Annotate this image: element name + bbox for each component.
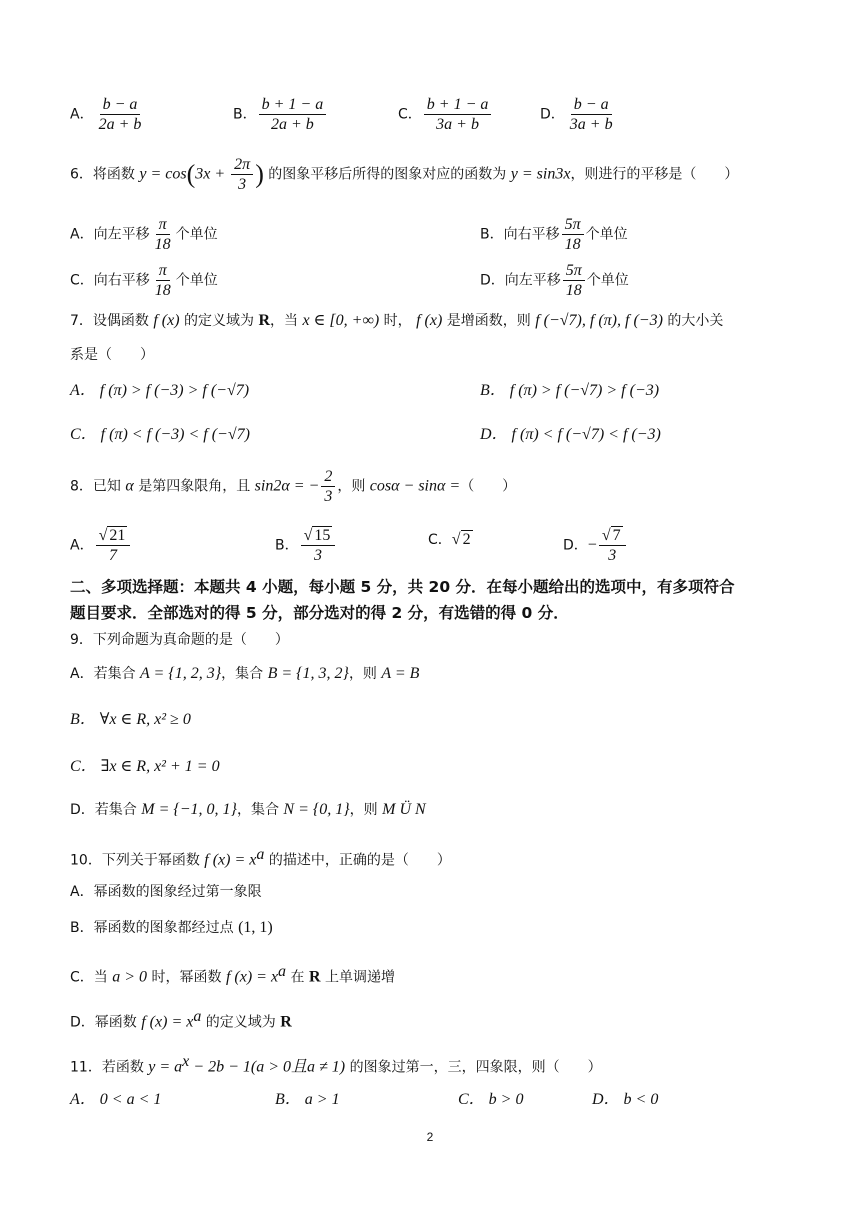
q9-option-b: B． ∀x ∈ R, x² ≥ 0 <box>70 711 191 728</box>
q11-option-a: A． 0 < a < 1 <box>70 1091 162 1108</box>
option-label: A． <box>70 106 94 123</box>
fraction: $\frac{5\pi}{18}$ <box>563 262 585 299</box>
q8-option-c: C．√ 2 <box>428 531 471 548</box>
q11-stem: 11．若函数 $y = a^x - 2b - 1(a > 0$且a ≠ 1) 的图象过第一，三，四象限，则（ ） <box>70 1053 602 1076</box>
fraction: $\frac{b + 1 - a}{3a + b}$ <box>424 96 492 133</box>
fraction: $\frac{2}{3}$ <box>321 468 335 505</box>
q8-option-b: B． $\frac{√ 15}{3}$ <box>275 527 337 564</box>
q11-option-c: C． b > 0 <box>458 1091 524 1108</box>
q5-option-a <box>70 96 146 133</box>
q7-option-c: C． f (π) < f (−3) < f (−√7) <box>70 426 250 443</box>
q10-option-c: C．当 a > 0 时，幂函数 f $(x) = x^a$ 在 R 上单调递增 <box>70 963 395 986</box>
q10-stem: 10．下列关于幂函数 f $(x) = x^a$ 的描述中，正确的是（ ） <box>70 846 451 869</box>
fraction: $\frac{√ 21}{7}$ <box>96 527 131 564</box>
q10-option-b: B．幂函数的图象都经过点 (1, 1) <box>70 919 273 936</box>
q5-option-b <box>233 96 328 133</box>
fraction: $\frac{b + 1 - a}{2a + b}$ <box>259 96 327 133</box>
fraction: $\frac{b - a}{3a + b}$ <box>569 96 613 133</box>
fraction: $\frac{\pi}{18}$ <box>154 216 171 253</box>
fraction: $\frac{√ 7}{3}$ <box>599 527 626 564</box>
q8-stem: 8．已知 α 是第四象限角，且 sin2α = − $\frac{2}{3}$ ，则 cosα − sinα =（ ） <box>70 468 517 505</box>
option-label: D． <box>540 106 565 123</box>
q7-stem-line1: 7．设偶函数 f (x) 的定义域为 R，当 x ∈ [0, +∞) 时， f (x) 是增函数，则 f (−√7), f (π), f (−3) 的大小关 <box>70 312 724 329</box>
q7-option-b: B． f (π) > f (−√7) > f (−3) <box>480 382 660 399</box>
section-heading-line2: 题目要求．全部选对的得 5 分，部分选对的得 2 分，有选错的得 0 分． <box>70 604 569 622</box>
q7-option-a: A． f (π) > f (−3) > f (−√7) <box>70 382 250 399</box>
q6-stem: 6．将函数 y = cos(3x + $\frac{2\pi}{3}$ ) 的图象平移后所得的图象对应的函数为 y = sin3x，则进行的平移是（ ） <box>70 156 739 193</box>
q6-option-d: D．向左平移 $\frac{5\pi}{18}$ 个单位 <box>480 262 629 299</box>
q9-option-a: A．若集合 A = {1, 2, 3}，集合 B = {1, 3, 2}，则 A = B <box>70 665 420 682</box>
fraction: $\frac{b - a}{2a + b}$ <box>98 96 142 133</box>
page-number: 2 <box>426 1130 434 1144</box>
q5-option-c <box>398 96 493 133</box>
q7-stem-line2: 系是（ ） <box>70 347 154 363</box>
q6-option-c: C．向右平移 $\frac{\pi}{18}$ 个单位 <box>70 262 218 299</box>
q9-option-c: C． ∃x ∈ R, x² + 1 = 0 <box>70 758 220 775</box>
fraction: $\frac{\pi}{18}$ <box>154 262 171 299</box>
fraction: $\frac{5\pi}{18}$ <box>562 216 584 253</box>
q11-option-b: B． a > 1 <box>275 1091 340 1108</box>
q9-option-d: D．若集合 M = {−1, 0, 1}，集合 N = {0, 1}，则 M Ü N <box>70 801 426 818</box>
fraction: $\frac{2\pi}{3}$ <box>231 156 253 193</box>
q10-option-d: D．幂函数 f $(x) = x^a$ 的定义域为 R <box>70 1008 292 1031</box>
q8-option-a: A． $\frac{√ 21}{7}$ <box>70 527 132 564</box>
option-label: C． <box>398 106 422 123</box>
section-heading-line1: 二、多项选择题：本题共 4 小题，每小题 5 分，共 20 分．在每小题给出的选项中，有多项符合 <box>70 578 735 596</box>
fraction: $\frac{√ 15}{3}$ <box>301 527 336 564</box>
q6-option-b: B．向右平移 $\frac{5\pi}{18}$ 个单位 <box>480 216 628 253</box>
option-label: B． <box>233 106 257 123</box>
q11-option-d: D． b < 0 <box>592 1091 659 1108</box>
q8-option-d: D．− $\frac{√ 7}{3}$ <box>563 527 628 564</box>
q6-option-a: A．向左平移 $\frac{\pi}{18}$ 个单位 <box>70 216 218 253</box>
q7-option-d: D． f (π) < f (−√7) < f (−3) <box>480 426 661 443</box>
q10-option-a: A．幂函数的图象经过第一象限 <box>70 884 262 900</box>
q9-stem: 9．下列命题为真命题的是（ ） <box>70 632 289 648</box>
q5-option-d <box>540 96 618 133</box>
